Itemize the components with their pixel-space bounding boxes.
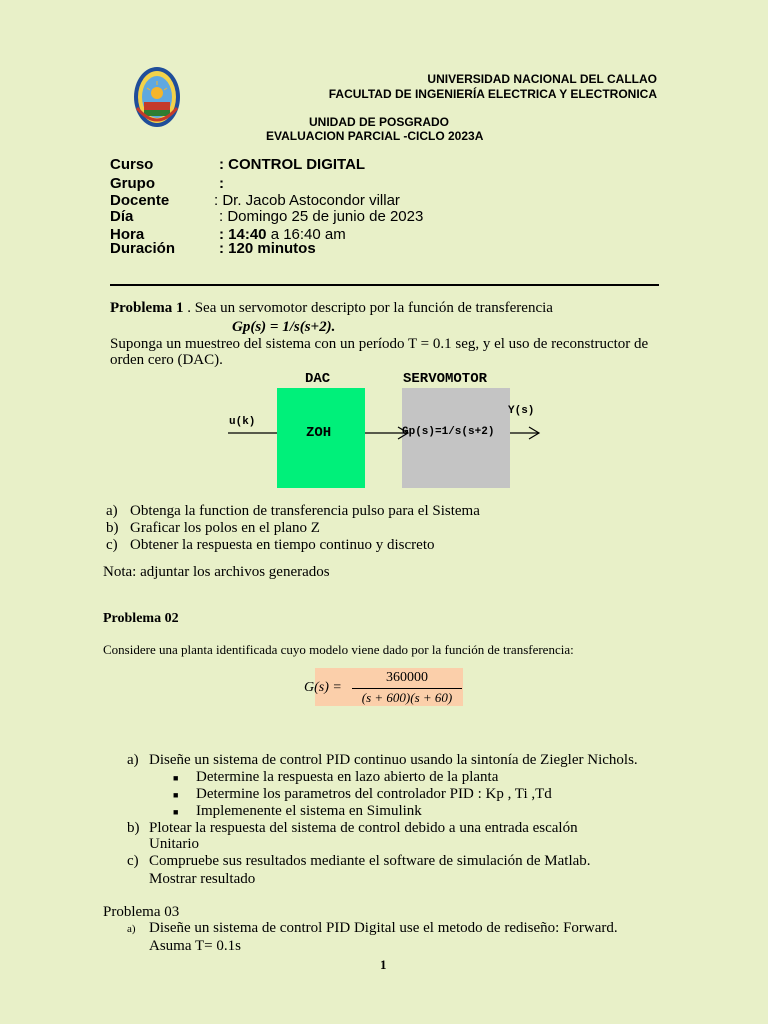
problema1-line1	[110, 300, 553, 317]
curso-label: Curso	[110, 156, 154, 173]
input-label: u(k)	[229, 416, 256, 428]
equation-lhs: G(s) =	[304, 680, 342, 695]
equation-numerator: 360000	[386, 670, 428, 685]
item-marker: c)	[127, 853, 139, 869]
curso-value: : CONTROL DIGITAL	[219, 156, 366, 173]
unit-name: UNIDAD DE POSGRADO	[309, 115, 450, 129]
servomotor-label: SERVOMOTOR	[403, 371, 488, 387]
item-marker: a)	[127, 923, 136, 935]
problema1-item-c	[106, 537, 435, 554]
bullet-text: Implemenente el sistema en Simulink	[196, 803, 422, 819]
problema1-nota: Nota: adjuntar los archivos generados	[103, 564, 330, 580]
bullet-item	[173, 769, 499, 786]
faculty-name: FACULTAD DE INGENIERÍA ELECTRICA Y ELECTRONICA	[328, 87, 657, 101]
item-marker: c)	[106, 537, 118, 553]
problema2-item-c	[127, 853, 591, 870]
bullet-icon: ■	[173, 790, 179, 800]
bullet-icon: ■	[173, 807, 179, 817]
problema2-title: Problema 02	[103, 611, 179, 626]
problema1-intro: . Sea un servomotor descripto por la función de transferencia	[183, 300, 553, 316]
problema1-item-b	[106, 520, 320, 537]
problema2-intro: Considere una planta identificada cuyo modelo viene dado por la función de transferencia:	[103, 642, 574, 657]
bullet-text: Determine la respuesta en lazo abierto de la planta	[196, 769, 499, 785]
page-number: 1	[380, 957, 387, 972]
item-text: Diseñe un sistema de control PID continuo usando la sintonía de Ziegler Nichols.	[149, 752, 638, 768]
hora-start: : 14:40	[219, 226, 267, 243]
header-divider	[110, 284, 659, 286]
hora-label: Hora	[110, 226, 145, 243]
problema2-item-c-cont: Mostrar resultado	[149, 871, 256, 887]
item-marker: a)	[106, 503, 118, 519]
duracion-label: Duración	[110, 240, 176, 257]
problema1-title: Problema 1	[110, 300, 184, 316]
dia-label: Día	[110, 208, 134, 225]
problema2-item-b	[127, 820, 578, 837]
problema1-formula: Gp(s) = 1/s(s+2).	[232, 319, 336, 335]
item-text: Graficar los polos en el plano Z	[130, 520, 320, 536]
grupo-label: Grupo	[110, 175, 155, 192]
equation-denominator: (s + 600)(s + 60)	[361, 690, 453, 705]
item-text: Obtenga la function de transferencia pulso para el Sistema	[130, 503, 480, 519]
item-text: Plotear la respuesta del sistema de control debido a una entrada escalón	[149, 820, 578, 836]
problema2-item-a	[127, 752, 638, 769]
university-name: UNIVERSIDAD NACIONAL DEL CALLAO	[427, 72, 657, 86]
grupo-value: :	[219, 175, 224, 192]
zoh-label: ZOH	[306, 425, 332, 441]
dac-label: DAC	[305, 371, 331, 387]
output-label: Y(s)	[508, 405, 535, 417]
item-marker: b)	[127, 820, 140, 836]
problema1-line3: orden cero (DAC).	[110, 352, 223, 368]
hora-end: a 16:40 am	[266, 226, 346, 243]
docente-value: : Dr. Jacob Astocondor villar	[214, 192, 400, 209]
dia-value: : Domingo 25 de junio de 2023	[219, 208, 424, 225]
item-text: Diseñe un sistema de control PID Digital use el metodo de rediseño: Forward.	[149, 920, 618, 936]
item-text: Compruebe sus resultados mediante el software de simulación de Matlab.	[149, 853, 591, 869]
problema1-item-a	[106, 503, 480, 520]
university-logo	[133, 66, 181, 128]
exam-title: EVALUACION PARCIAL -CICLO 2023A	[266, 129, 484, 143]
signal-arrows	[225, 420, 545, 444]
problema1-line2: Suponga un muestreo del sistema con un período T = 0.1 seg, y el uso de reconstructor de	[110, 336, 649, 352]
duracion-value: : 120 minutos	[219, 240, 316, 257]
bullet-icon: ■	[173, 773, 179, 783]
bullet-item	[173, 786, 552, 803]
problema3-item-a-cont: Asuma T= 0.1s	[149, 938, 241, 954]
item-marker: a)	[127, 752, 139, 768]
bullet-text: Determine los parametros del controlador PID : Kp , Ti ,Td	[196, 786, 552, 802]
fraction-bar	[352, 688, 462, 689]
item-marker: b)	[106, 520, 119, 536]
plant-label: Gp(s)=1/s(s+2)	[402, 426, 495, 438]
problema2-item-b-cont: Unitario	[149, 836, 199, 852]
bullet-item	[173, 803, 422, 820]
item-text: Obtener la respuesta en tiempo continuo y discreto	[130, 537, 435, 553]
problema3-title: Problema 03	[103, 904, 180, 920]
docente-label: Docente	[110, 192, 170, 209]
